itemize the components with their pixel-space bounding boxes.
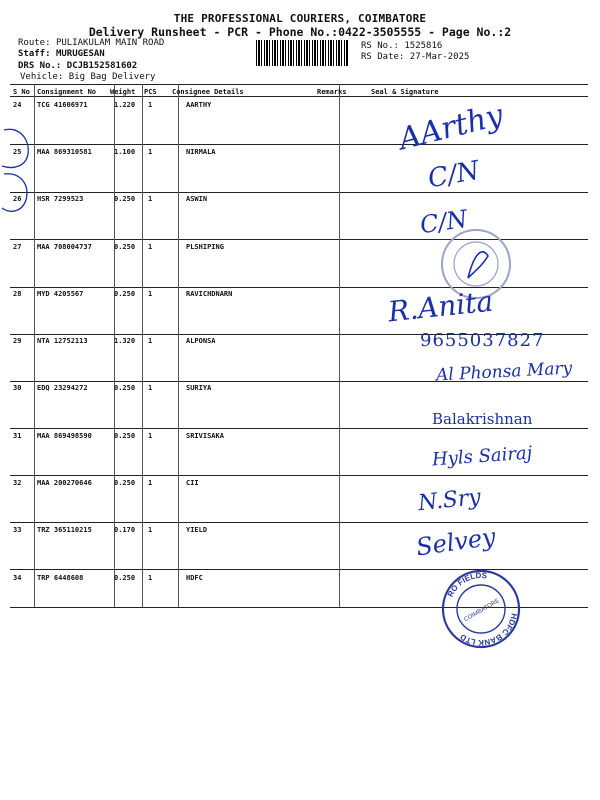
col-header-weight: Weight <box>110 88 136 96</box>
row-rule <box>10 144 588 145</box>
row-consignment-no: MAA 869498590 <box>37 432 92 440</box>
row-sno: 24 <box>13 101 22 109</box>
row-consignee: HDFC <box>186 574 203 582</box>
col-divider <box>178 84 179 607</box>
row-sno: 33 <box>13 526 22 534</box>
barcode-image <box>256 40 348 66</box>
row-weight: 0.250 <box>114 574 136 582</box>
rs-date-label: RS Date: <box>361 52 405 62</box>
signature-row-31: Hyls Sairaj <box>431 442 533 471</box>
col-divider <box>339 84 340 607</box>
drs-value: DCJB152581602 <box>66 61 138 71</box>
row-sno: 29 <box>13 337 22 345</box>
row-consignee: SRIVISAKA <box>186 432 224 440</box>
row-pcs: 1 <box>148 148 153 156</box>
col-divider <box>142 84 143 607</box>
vehicle-line <box>20 72 155 82</box>
row-consignee: RAVICHDNARN <box>186 290 233 298</box>
runsheet-subtitle: Delivery Runsheet - PCR - Phone No.:0422-3505555 - Page No.:2 <box>88 25 512 39</box>
staff-value: MURUGESAN <box>55 49 105 59</box>
rs-no-line <box>361 41 442 51</box>
signature-row-24: AArthy <box>395 97 507 158</box>
col-header-sno: S No <box>13 88 30 96</box>
row-sno: 26 <box>13 195 22 203</box>
signature-row-26: C/N <box>418 204 470 240</box>
table-top-rule <box>10 84 588 85</box>
row-pcs: 1 <box>148 290 153 298</box>
row-weight: 0.250 <box>114 290 136 298</box>
row-consignee: NIRMALA <box>186 148 216 156</box>
row-consignment-no: HSR 7299523 <box>37 195 84 203</box>
row-pcs: 1 <box>148 384 153 392</box>
row-weight: 1.320 <box>114 337 136 345</box>
drs-line <box>18 61 137 71</box>
rs-date-line <box>361 52 469 62</box>
row-consignee: ASWIN <box>186 195 208 203</box>
row-consignment-no: MAA 200270646 <box>37 479 92 487</box>
row-weight: 1.220 <box>114 101 136 109</box>
row-pcs: 1 <box>148 243 153 251</box>
row-pcs: 1 <box>148 574 153 582</box>
row-pcs: 1 <box>148 337 153 345</box>
row-consignment-no: MYD 4205567 <box>37 290 84 298</box>
drs-label: DRS No.: <box>18 61 62 71</box>
row-consignee: YIELD <box>186 526 208 534</box>
col-header-consignee: Consignee Details <box>172 88 244 96</box>
signature-row-33: Selvey <box>414 522 498 562</box>
rs-date-value: 27-Mar-2025 <box>409 52 470 62</box>
row-weight: 0.170 <box>114 526 136 534</box>
row-weight: 0.250 <box>114 432 136 440</box>
row-rule <box>10 428 588 429</box>
row-sno: 28 <box>13 290 22 298</box>
row-consignee: AARTHY <box>186 101 212 109</box>
hdfc-bank-stamp <box>440 568 522 650</box>
row-sno: 30 <box>13 384 22 392</box>
table-header-rule <box>10 96 588 97</box>
row-pcs: 1 <box>148 432 153 440</box>
row-consignee: PLSHIPING <box>186 243 224 251</box>
vehicle-value: Big Bag Delivery <box>68 72 156 82</box>
row-sno: 25 <box>13 148 22 156</box>
row-weight: 0.250 <box>114 195 136 203</box>
row-rule <box>10 522 588 523</box>
pen-mark-circles <box>0 120 40 220</box>
row-weight: 0.250 <box>114 243 136 251</box>
row-weight: 0.250 <box>114 479 136 487</box>
route-value: PULIAKULAM MAIN ROAD <box>55 38 165 48</box>
stamp-bottom-text: RO FIELDS <box>445 570 488 599</box>
runsheet-title: THE PROFESSIONAL COURIERS, COIMBATORE <box>173 12 427 25</box>
row-pcs: 1 <box>148 101 153 109</box>
row-consignee: SURIYA <box>186 384 212 392</box>
row-weight: 1.100 <box>114 148 136 156</box>
rs-no-label: RS No.: <box>361 41 399 51</box>
row-rule <box>10 192 588 193</box>
row-pcs: 1 <box>148 526 153 534</box>
staff-line <box>18 49 105 59</box>
row-rule <box>10 475 588 476</box>
row-consignment-no: TRZ 365110215 <box>37 526 92 534</box>
row-consignee: ALPONSA <box>186 337 216 345</box>
col-header-consignment: Consignment No <box>37 88 97 96</box>
row-consignee: CII <box>186 479 199 487</box>
vehicle-label: Vehicle: <box>20 72 64 82</box>
signature-row-25: C/N <box>425 155 482 195</box>
rs-no-value: 1525816 <box>404 41 443 51</box>
row-sno: 27 <box>13 243 22 251</box>
row-consignment-no: TCG 41606971 <box>37 101 88 109</box>
row-consignment-no: MAA 869310581 <box>37 148 92 156</box>
signature-row-29-name: Al Phonsa Mary <box>435 358 573 386</box>
col-header-remarks: Remarks <box>317 88 347 96</box>
row-pcs: 1 <box>148 479 153 487</box>
row-consignment-no: MAA 708004737 <box>37 243 92 251</box>
row-consignment-no: TRP 6448608 <box>37 574 84 582</box>
signature-row-32: N.Sry <box>416 484 482 517</box>
col-header-seal-signature: Seal & Signature <box>371 88 439 96</box>
signature-row-28: R.Anita <box>386 284 495 329</box>
stamp-inner-text: COIMBATORE <box>463 598 501 624</box>
row-pcs: 1 <box>148 195 153 203</box>
route-label: Route: <box>18 38 51 48</box>
row-weight: 0.250 <box>114 384 136 392</box>
row-consignment-no: EDQ 23294272 <box>37 384 88 392</box>
staff-label: Staff: <box>18 49 51 59</box>
signature-row-29-phone: 9655037827 <box>420 330 545 351</box>
route-line <box>18 38 164 48</box>
row-sno: 32 <box>13 479 22 487</box>
row-sno: 31 <box>13 432 22 440</box>
row-consignment-no: NTA 12752113 <box>37 337 88 345</box>
stamp-outer-text: HDFC BANK LTD <box>458 612 519 648</box>
row-sno: 34 <box>13 574 22 582</box>
signature-row-30: Balakrishnan <box>432 410 533 428</box>
col-header-pcs: PCS <box>144 88 157 96</box>
